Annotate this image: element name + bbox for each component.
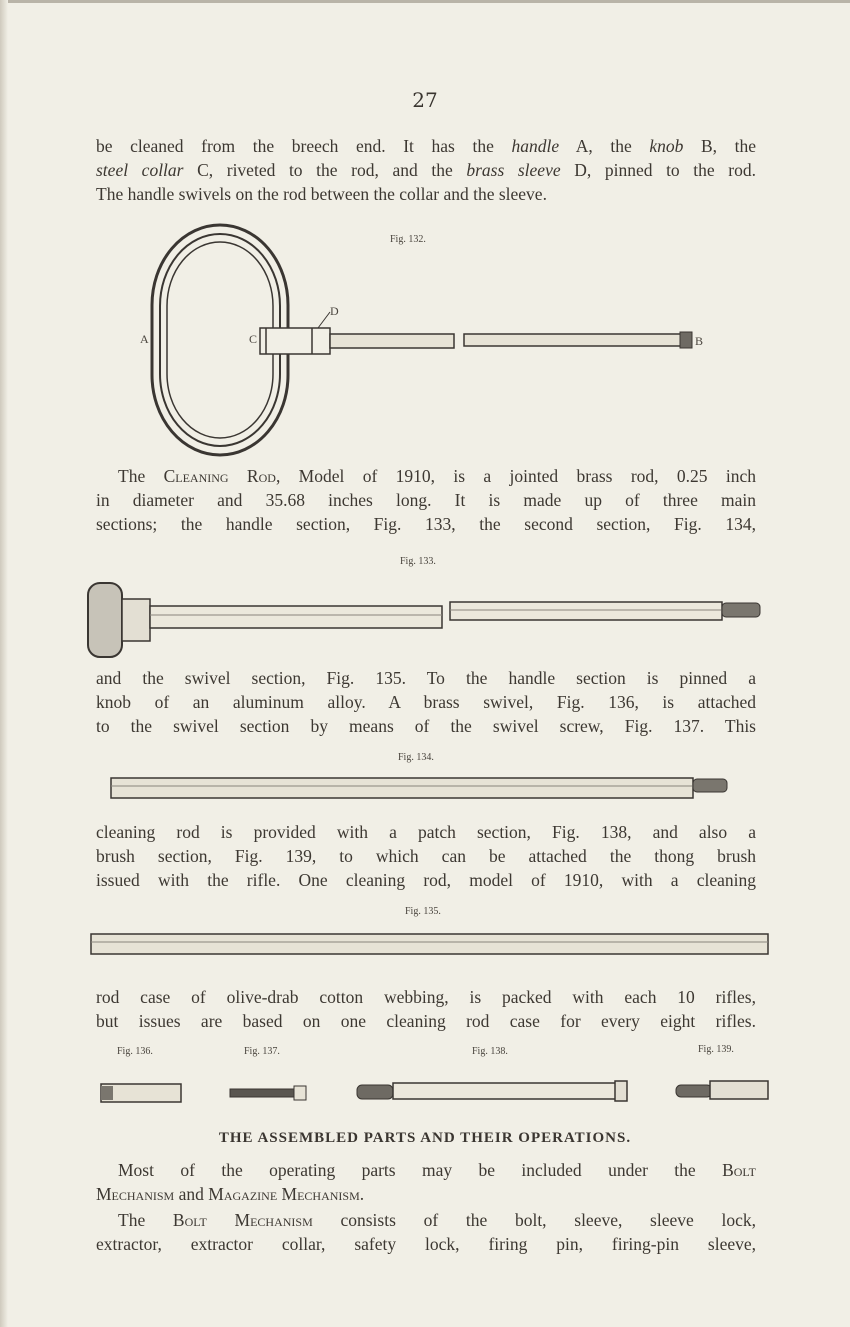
section-heading: THE ASSEMBLED PARTS AND THEIR OPERATIONS. (218, 1130, 632, 1146)
fig-134-drawing (0, 774, 850, 804)
fig-138-patch-section (357, 1081, 627, 1101)
fig-138-caption: Fig. 138. (472, 1046, 508, 1057)
fig-134-caption: Fig. 134. (398, 752, 434, 763)
patch-line-2: brush section, Fig. 139, to which can be attached the thong brush (96, 846, 756, 866)
small-figs-drawing (0, 1076, 850, 1106)
swivel-line-1: and the swivel section, Fig. 135. To the handle section is pinned a (96, 668, 756, 688)
patch-paragraph (96, 820, 756, 892)
cleaning-rod-paragraph (96, 464, 756, 536)
operating-line-2: Mechanism and Magazine Mechanism. (96, 1184, 365, 1204)
page-top-edge (0, 0, 850, 3)
fig-132-label-b: B (695, 334, 704, 348)
fig-136-swivel (101, 1084, 181, 1102)
bolt-mechanism-line-1: The Bolt Mechanism consists of the bolt, sleeve, sleeve lock, (118, 1210, 756, 1230)
patch-line-1: cleaning rod is provided with a patch section, Fig. 138, and also a (96, 822, 756, 842)
patch-line-3: issued with the rifle. One cleaning rod, model of 1910, with a cleaning (96, 870, 756, 890)
fig-139-brush-section (676, 1081, 768, 1099)
cleaning-rod-line-2: in diameter and 35.68 inches long. It is made up of three main (96, 490, 756, 510)
fig-132-caption: Fig. 132. (390, 234, 426, 245)
page-number: 27 (412, 88, 438, 112)
fig-139-caption: Fig. 139. (698, 1044, 734, 1055)
case-line-1: rod case of olive-drab cotton webbing, is packed with each 10 rifles, (96, 987, 756, 1007)
fig-133-caption: Fig. 133. (400, 556, 436, 567)
fig-137-swivel-screw (230, 1086, 306, 1100)
fig-135-caption: Fig. 135. (405, 906, 441, 917)
fig-132-label-d: D (330, 304, 339, 318)
case-line-2: but issues are based on one cleaning rod case for every eight rifles. (96, 1011, 756, 1031)
fig-132-drawing (0, 220, 850, 460)
bolt-mechanism-paragraph (96, 1208, 756, 1256)
fig-132-label-a: A (140, 332, 149, 346)
case-paragraph (96, 985, 756, 1033)
fig-135-drawing (0, 930, 850, 960)
fig-133-drawing (0, 575, 850, 665)
operating-line-1: Most of the operating parts may be included under the Bolt (118, 1160, 756, 1180)
intro-line-3: The handle swivels on the rod between the collar and the sleeve. (96, 184, 547, 204)
cleaning-rod-line-3: sections; the handle section, Fig. 133, the second section, Fig. 134, (96, 514, 756, 534)
fig-136-caption: Fig. 136. (117, 1046, 153, 1057)
swivel-line-2: knob of an aluminum alloy. A brass swivel, Fig. 136, is attached (96, 692, 756, 712)
swivel-paragraph (96, 666, 756, 738)
cleaning-rod-line-1: The Cleaning Rod, Model of 1910, is a jointed brass rod, 0.25 inch (118, 466, 757, 486)
operating-paragraph (96, 1158, 756, 1206)
bolt-mechanism-line-2: extractor, extractor collar, safety lock, firing pin, firing-pin sleeve, (96, 1234, 756, 1254)
swivel-line-3: to the swivel section by means of the swivel screw, Fig. 137. This (96, 716, 756, 736)
fig-137-caption: Fig. 137. (244, 1046, 280, 1057)
intro-paragraph (96, 134, 756, 206)
fig-132-label-c: C (249, 332, 258, 346)
intro-line-1: be cleaned from the breech end. It has the handle A, the knob B, the (96, 136, 757, 156)
intro-line-2: steel collar C, riveted to the rod, and the brass sleeve D, pinned to the rod. (96, 160, 756, 180)
